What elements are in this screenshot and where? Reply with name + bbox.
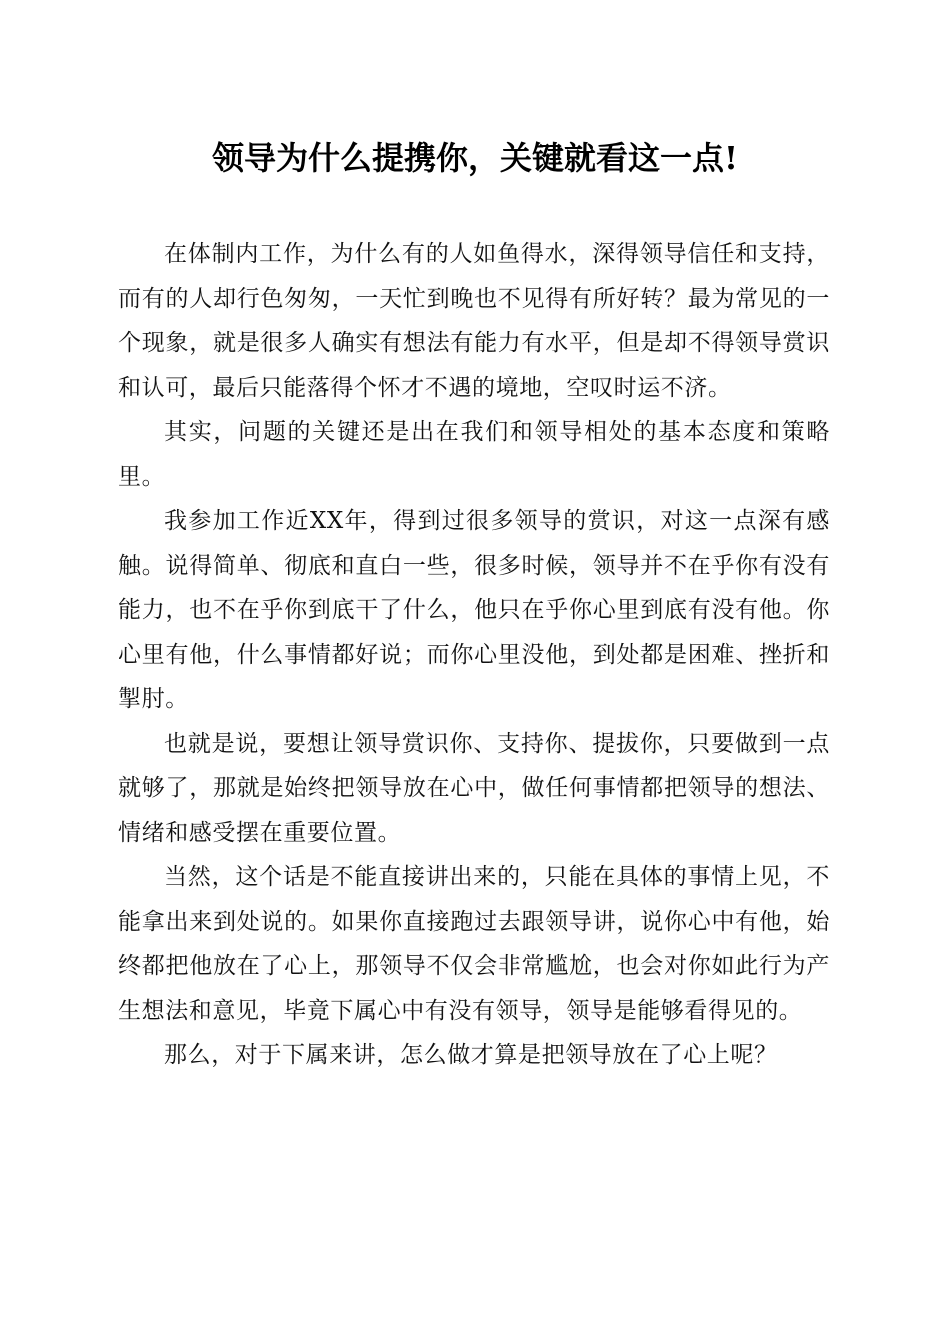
document-body [118,232,830,1078]
paragraph: 在体制内工作，为什么有的人如鱼得水，深得领导信任和支持，而有的人却行色匆匆，一天忙到晚也不见得有所好转？最为常见的一个现象，就是很多人确实有想法有能力有水平，但是却不得领导赏识和认可，最后只能落得个怀才不遇的境地，空叹时运不济。 [118,241,830,401]
paragraph: 当然，这个话是不能直接讲出来的，只能在具体的事情上见，不能拿出来到处说的。如果你直接跑过去跟领导讲，说你心中有他，始终都把他放在了心上，那领导不仅会非常尴尬，也会对你如此行为产生想法和意见，毕竟下属心中有没有领导，领导是能够看得见的。 [118,864,830,1024]
document-title: 领导为什么提携你，关键就看这一点! [211,139,739,177]
paragraph: 我参加工作近XX年，得到过很多领导的赏识，对这一点深有感触。说得简单、彻底和直白一些，很多时候，领导并不在乎你有没有能力，也不在乎你到底干了什么，他只在乎你心里到底有没有他。你心里有他，什么事情都好说；而你心里没他，到处都是困难、挫折和掣肘。 [118,508,830,712]
paragraph: 其实，问题的关键还是出在我们和领导相处的基本态度和策略里。 [118,419,830,490]
paragraph: 那么，对于下属来讲，怎么做才算是把领导放在了心上呢？ [164,1042,778,1068]
paragraph: 也就是说，要想让领导赏识你、支持你、提拔你，只要做到一点就够了，那就是始终把领导放在心中，做任何事情都把领导的想法、情绪和感受摆在重要位置。 [118,730,830,846]
